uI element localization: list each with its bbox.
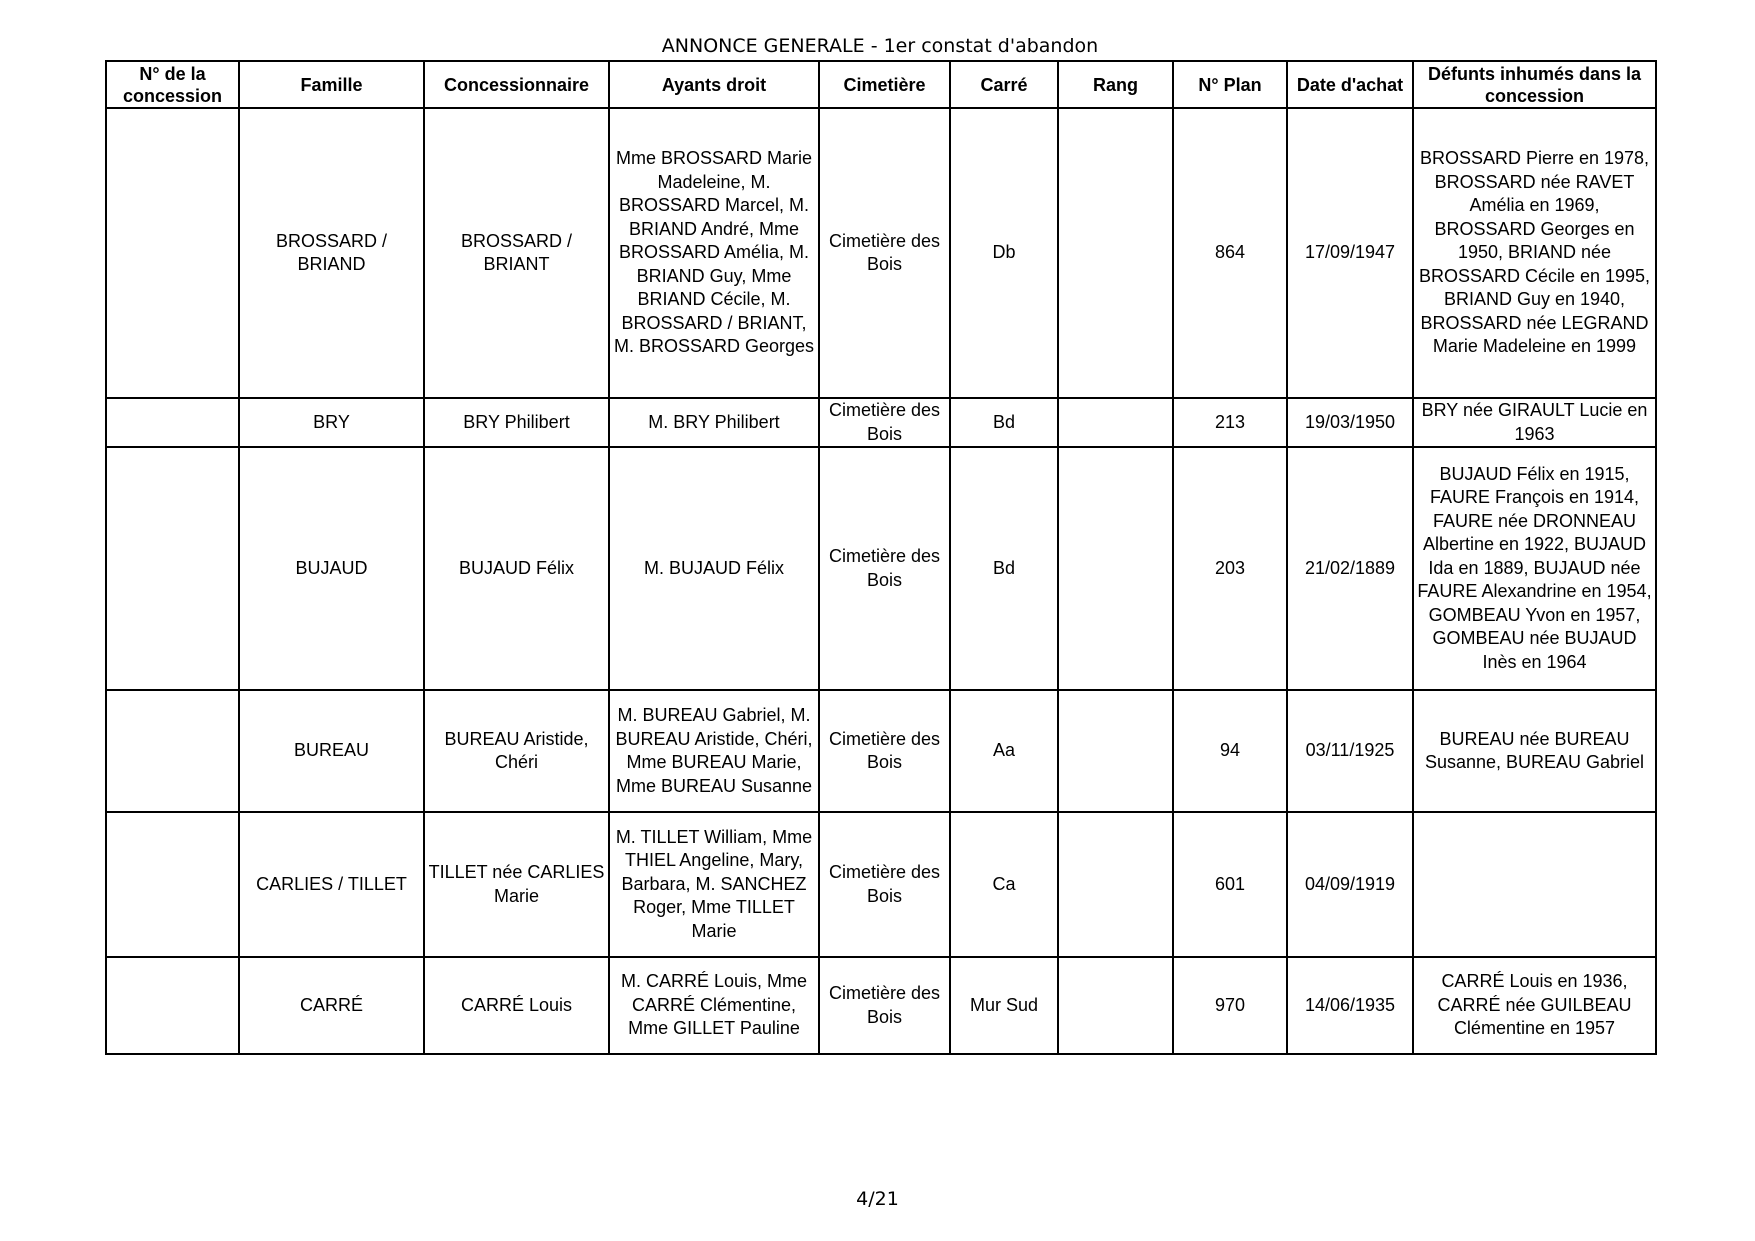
cell-carre: Ca (950, 812, 1058, 957)
header-famille: Famille (239, 61, 424, 108)
cell-concession (106, 690, 239, 812)
cell-plan: 970 (1173, 957, 1287, 1054)
page-number: 4/21 (856, 1188, 899, 1210)
cell-concession (106, 398, 239, 447)
cell-date-achat: 17/09/1947 (1287, 108, 1413, 398)
table-row (106, 812, 1656, 957)
cell-concessionnaire: BROSSARD / BRIANT (424, 108, 609, 398)
cell-cimetiere: Cimetière des Bois (819, 447, 950, 690)
cell-famille: BROSSARD / BRIAND (239, 108, 424, 398)
cell-concession (106, 108, 239, 398)
cell-carre: Bd (950, 398, 1058, 447)
cell-concession (106, 957, 239, 1054)
cell-cimetiere: Cimetière des Bois (819, 398, 950, 447)
header-carre: Carré (950, 61, 1058, 108)
cell-famille: CARRÉ (239, 957, 424, 1054)
cell-concessionnaire: BRY Philibert (424, 398, 609, 447)
concession-table (105, 60, 1657, 1055)
cell-defunts: BROSSARD Pierre en 1978, BROSSARD née RAVET Amélia en 1969, BROSSARD Georges en 1950, BRIAND née BROSSARD Cécile en 1995, BRIAND Guy en 1940, BROSSARD née LEGRAND Marie Madeleine en 1999 (1413, 108, 1656, 398)
cell-plan: 864 (1173, 108, 1287, 398)
cell-famille: BRY (239, 398, 424, 447)
cell-famille: CARLIES / TILLET (239, 812, 424, 957)
cell-concessionnaire: BUJAUD Félix (424, 447, 609, 690)
cell-date-achat: 14/06/1935 (1287, 957, 1413, 1054)
cell-rang (1058, 690, 1173, 812)
cell-concessionnaire: TILLET née CARLIES Marie (424, 812, 609, 957)
cell-carre: Mur Sud (950, 957, 1058, 1054)
cell-defunts (1413, 812, 1656, 957)
cell-rang (1058, 447, 1173, 690)
header-rang: Rang (1058, 61, 1173, 108)
cell-date-achat: 19/03/1950 (1287, 398, 1413, 447)
cell-rang (1058, 108, 1173, 398)
cell-concession (106, 447, 239, 690)
cell-ayants-droit: M. BUJAUD Félix (609, 447, 819, 690)
cell-concessionnaire: BUREAU Aristide, Chéri (424, 690, 609, 812)
cell-plan: 203 (1173, 447, 1287, 690)
cell-plan: 94 (1173, 690, 1287, 812)
cell-ayants-droit: M. TILLET William, Mme THIEL Angeline, Mary, Barbara, M. SANCHEZ Roger, Mme TILLET Marie (609, 812, 819, 957)
table-header-row (106, 61, 1656, 108)
cell-cimetiere: Cimetière des Bois (819, 690, 950, 812)
header-defunts: Défunts inhumés dans la concession (1413, 61, 1656, 108)
cell-concessionnaire: CARRÉ Louis (424, 957, 609, 1054)
cell-carre: Bd (950, 447, 1058, 690)
cell-cimetiere: Cimetière des Bois (819, 812, 950, 957)
cell-date-achat: 21/02/1889 (1287, 447, 1413, 690)
cell-ayants-droit: M. BRY Philibert (609, 398, 819, 447)
header-ayants-droit: Ayants droit (609, 61, 819, 108)
cell-ayants-droit: M. BUREAU Gabriel, M. BUREAU Aristide, Chéri, Mme BUREAU Marie, Mme BUREAU Susanne (609, 690, 819, 812)
header-plan: N° Plan (1173, 61, 1287, 108)
table-row (106, 957, 1656, 1054)
cell-date-achat: 04/09/1919 (1287, 812, 1413, 957)
cell-defunts: BRY née GIRAULT Lucie en 1963 (1413, 398, 1656, 447)
table-row (106, 108, 1656, 398)
table-row (106, 398, 1656, 447)
header-concession: N° de la concession (106, 61, 239, 108)
cell-plan: 213 (1173, 398, 1287, 447)
table-row (106, 690, 1656, 812)
header-date-achat: Date d'achat (1287, 61, 1413, 108)
cell-defunts: BUJAUD Félix en 1915, FAURE François en 1914, FAURE née DRONNEAU Albertine en 1922, BUJAUD Ida en 1889, BUJAUD née FAURE Alexandrine en 1954, GOMBEAU Yvon en 1957, GOMBEAU née BUJAUD Inès en 1964 (1413, 447, 1656, 690)
cell-plan: 601 (1173, 812, 1287, 957)
cell-ayants-droit: Mme BROSSARD Marie Madeleine, M. BROSSARD Marcel, M. BRIAND André, Mme BROSSARD Amélia, M. BRIAND Guy, Mme BRIAND Cécile, M. BROSSARD / BRIANT, M. BROSSARD Georges (609, 108, 819, 398)
cell-rang (1058, 957, 1173, 1054)
cell-cimetiere: Cimetière des Bois (819, 957, 950, 1054)
cell-rang (1058, 398, 1173, 447)
document-title: ANNONCE GENERALE - 1er constat d'abandon (661, 35, 1099, 57)
header-concessionnaire: Concessionnaire (424, 61, 609, 108)
cell-cimetiere: Cimetière des Bois (819, 108, 950, 398)
cell-carre: Db (950, 108, 1058, 398)
cell-ayants-droit: M. CARRÉ Louis, Mme CARRÉ Clémentine, Mme GILLET Pauline (609, 957, 819, 1054)
table-row (106, 447, 1656, 690)
header-cimetiere: Cimetière (819, 61, 950, 108)
cell-defunts: BUREAU née BUREAU Susanne, BUREAU Gabriel (1413, 690, 1656, 812)
cell-carre: Aa (950, 690, 1058, 812)
cell-rang (1058, 812, 1173, 957)
cell-famille: BUREAU (239, 690, 424, 812)
cell-date-achat: 03/11/1925 (1287, 690, 1413, 812)
cell-concession (106, 812, 239, 957)
cell-famille: BUJAUD (239, 447, 424, 690)
cell-defunts: CARRÉ Louis en 1936, CARRÉ née GUILBEAU Clémentine en 1957 (1413, 957, 1656, 1054)
